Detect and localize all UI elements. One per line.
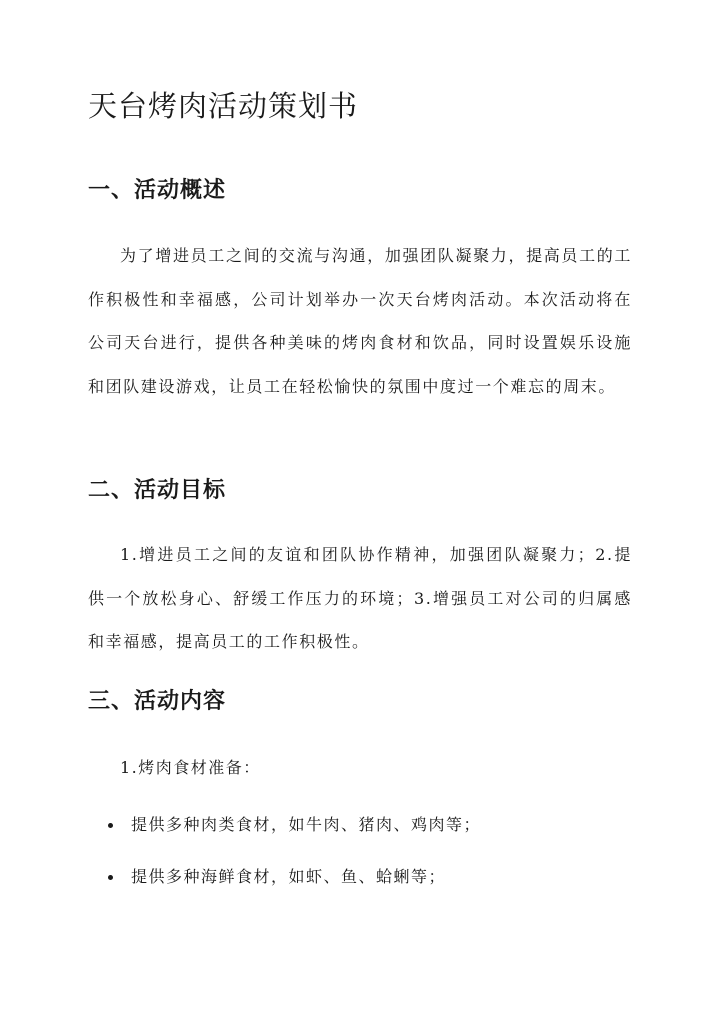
section-heading-content: 三、活动内容 [88, 688, 227, 714]
section-paragraph-overview: 为了增进员工之间的交流与沟通，加强团队凝聚力，提高员工的工作积极性和幸福感，公司计划举办一次天台烤肉活动。本次活动将在公司天台进行，提供各种美味的烤肉食材和饮品，同时设置娱乐设施和团队建设游戏，让员工在轻松愉快的氛围中度过一个难忘的周末。 [88, 246, 632, 396]
list-item-text: 提供多种海鲜食材，如虾、鱼、蛤蜊等； [131, 867, 447, 886]
list-item [108, 866, 446, 888]
bullet-icon [108, 875, 113, 880]
bullet-icon [108, 823, 113, 828]
content-subheading-food-prep: 1.烤肉食材准备： [120, 758, 261, 777]
section-paragraph-goals: 1.增进员工之间的友谊和团队协作精神，加强团队凝聚力；2.提供一个放松身心、舒缓工作压力的环境；3.增强员工对公司的归属感和幸福感，提高员工的工作积极性。 [88, 545, 632, 651]
document-title: 天台烤肉活动策划书 [88, 89, 359, 123]
list-item-text: 提供多种肉类食材，如牛肉、猪肉、鸡肉等； [131, 815, 482, 834]
list-item [108, 814, 481, 836]
section-heading-overview: 一、活动概述 [88, 177, 227, 203]
section-heading-goals: 二、活动目标 [88, 477, 227, 503]
